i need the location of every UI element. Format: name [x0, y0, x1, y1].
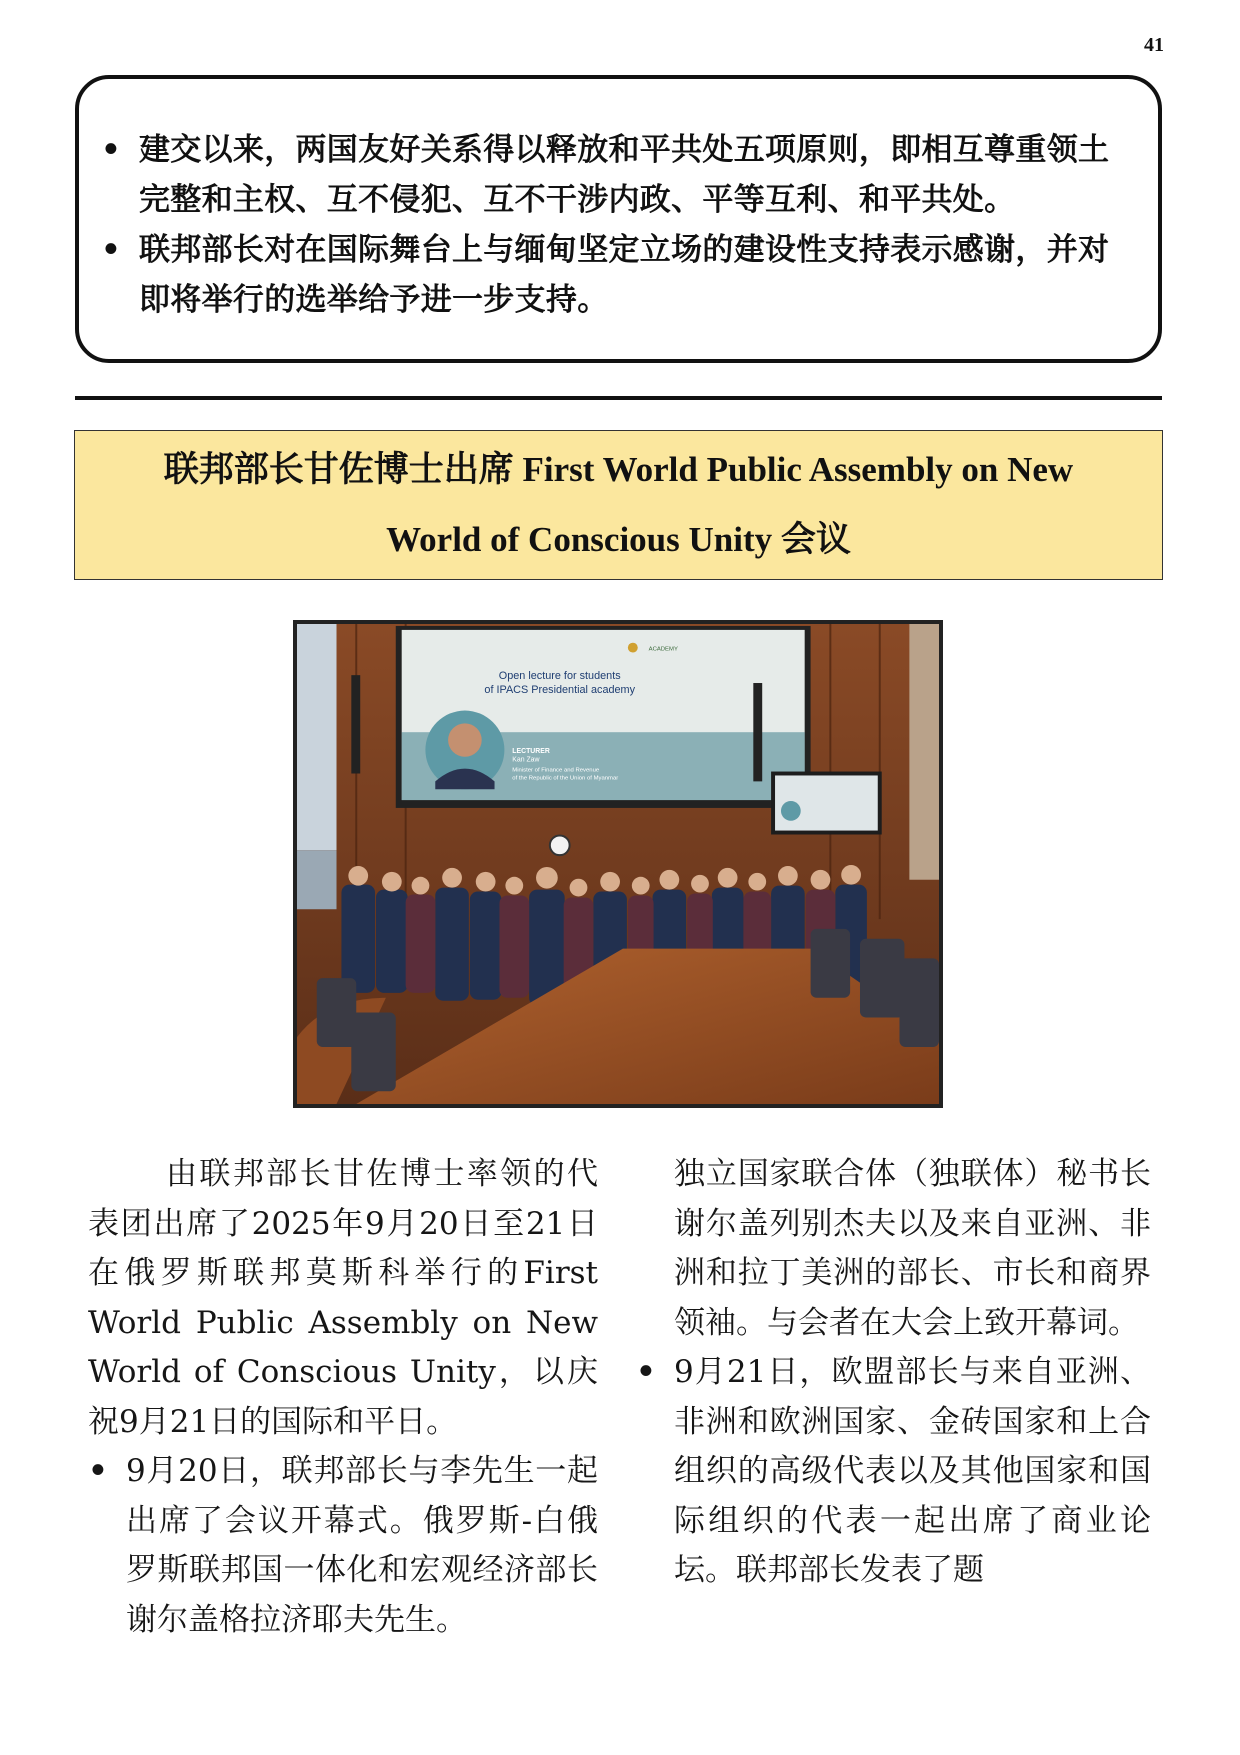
bullet-text-sep20: 9月20日，联邦部长与李先生一起出席了会议开幕式。俄罗斯-白俄罗斯联邦国一体化和宏观经济部长谢尔盖格拉济耶夫先生。	[126, 1453, 598, 1638]
academy-logo-icon	[628, 643, 638, 653]
bullet-icon: •	[88, 1453, 108, 1489]
article-title-box	[74, 430, 1163, 580]
screen-lecturer-title-2: of the Republic of the Union of Myanmar	[512, 775, 619, 782]
summary-bullet-item	[99, 225, 1134, 325]
event-photo	[293, 620, 943, 1108]
page-number: 41	[1144, 34, 1164, 56]
wall-clock-icon	[550, 835, 570, 855]
article-column-right	[636, 1150, 1151, 1596]
bullet-item-sep21	[636, 1348, 1151, 1596]
intro-paragraph: 由联邦部长甘佐博士率领的代表团出席了2025年9月20日至21日在俄罗斯联邦莫斯科举行的First World Public Assembly on New World of Conscious Unity，以庆祝9月21日的国际和平日。	[88, 1156, 598, 1440]
screen-lecturer-title-1: Minister of Finance and Revenue	[512, 767, 600, 774]
bullet-item-sep20	[88, 1447, 598, 1645]
right-bullet-list	[636, 1348, 1151, 1596]
left-bullet-list	[88, 1447, 598, 1645]
bullet-icon: •	[101, 132, 122, 168]
summary-box	[75, 75, 1162, 363]
summary-bullet-list	[99, 125, 1134, 325]
bullet-text-sep21: 9月21日，欧盟部长与来自亚洲、非洲和欧洲国家、金砖国家和上合组织的高级代表以及其他国家和国际组织的代表一起出席了商业论坛。联邦部长发表了题	[674, 1354, 1151, 1588]
screen-lecturer-label: LECTURER	[512, 747, 550, 755]
article-column-left	[88, 1150, 598, 1645]
bullet-icon: •	[101, 232, 122, 268]
screen-header-line-1: Open lecture for students	[498, 670, 621, 683]
summary-bullet-text: 建交以来，两国友好关系得以释放和平共处五项原则，即相互尊重领土完整和主权、互不侵犯、互不干涉内政、平等互利、和平共处。	[139, 132, 1110, 218]
screen-header-line-2: of IPACS Presidential academy	[484, 683, 636, 696]
summary-bullet-item	[99, 125, 1134, 225]
screen-lecturer-name: Kan Zaw	[512, 756, 540, 764]
article-title-line-2: World of Conscious Unity 会议	[386, 520, 851, 559]
article-title-line-1: 联邦部长甘佐博士出席 First World Public Assembly on New	[163, 450, 1074, 489]
summary-bullet-text: 联邦部长对在国际舞台上与缅甸坚定立场的建设性支持表示感谢，并对即将举行的选举给予进一步支持。	[139, 232, 1110, 318]
section-divider	[75, 396, 1162, 400]
event-photo-illustration	[297, 624, 939, 1104]
academy-logo-text: ACADEMY	[648, 646, 678, 653]
continuation-paragraph: 独立国家联合体（独联体）秘书长谢尔盖列别杰夫以及来自亚洲、非洲和拉丁美洲的部长、市长和商界领袖。与会者在大会上致开幕词。	[674, 1156, 1151, 1341]
bullet-icon: •	[636, 1354, 656, 1390]
